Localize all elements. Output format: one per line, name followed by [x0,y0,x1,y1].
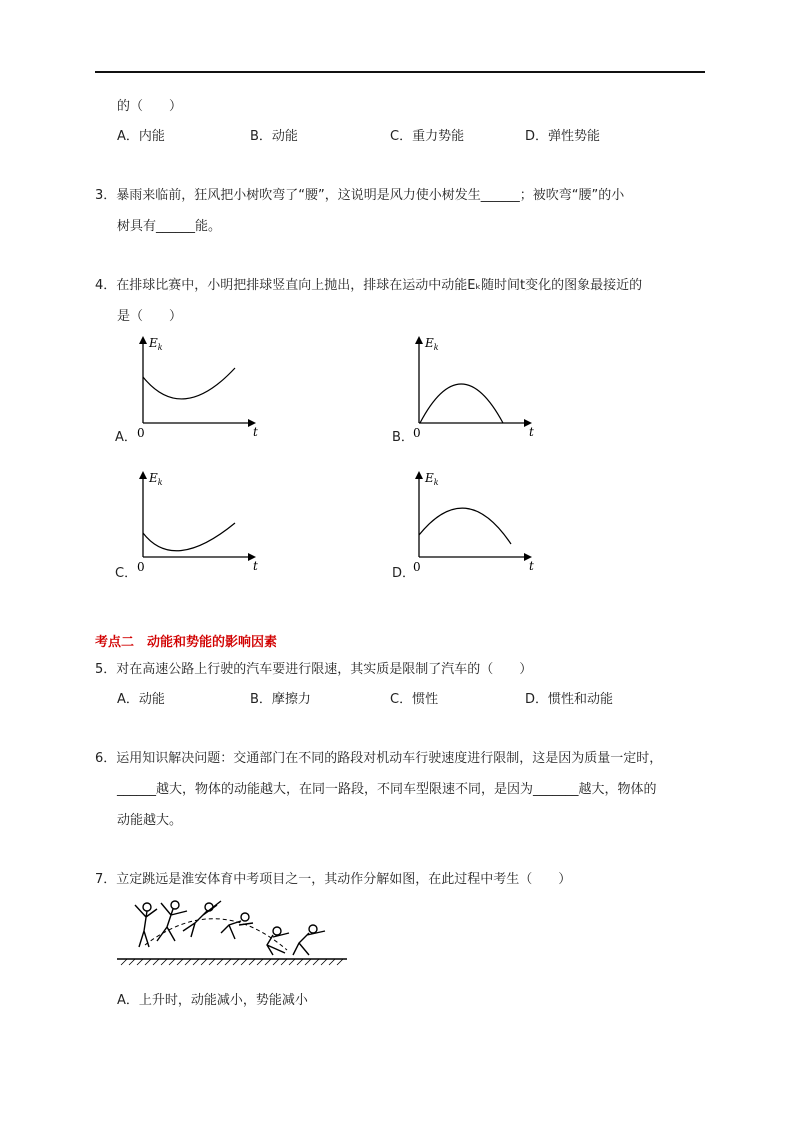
q7-line1: 7．立定跳远是淮安体育中考项目之一，其动作分解如图，在此过程中考生（ ） [95,872,572,887]
graph-c [132,465,264,575]
graph-d-label: D． [392,566,416,581]
svg-text:0: 0 [413,560,421,574]
svg-text:0: 0 [413,426,421,440]
svg-text:t: t [529,425,534,439]
q4-line2: 是（ ） [117,309,183,324]
q5-option-b: B．摩擦力 [250,692,311,707]
graph-a [132,330,264,440]
q5-line1: 5．对在高速公路上行驶的汽车要进行限速，其实质是限制了汽车的（ ） [95,662,533,677]
q2-tail: 的（ ） [117,99,183,114]
svg-text:t: t [253,425,258,439]
q5-option-c: C．惯性 [390,692,439,707]
header-rule [95,71,705,73]
graph-a-label: A． [115,430,137,445]
long-jump-figure [117,895,347,967]
graph-b-label: B． [392,430,414,445]
q5-option-d: D．惯性和动能 [525,692,614,707]
graph-b [408,330,540,440]
svg-text:Ek: $E_k$ [425,336,439,352]
svg-text:0: 0 [137,426,145,440]
q5-option-a: A．动能 [117,692,165,707]
svg-text:t: t [253,559,258,573]
svg-text:Ek: $E_k$ [425,471,439,487]
q2-option-d: D．弹性势能 [525,129,601,144]
q6-line1: 6．运用知识解决问题：交通部门在不同的路段对机动车行驶速度进行限制，这是因为质量一定时， [95,751,663,766]
svg-text:t: t [529,559,534,573]
graph-d [408,465,540,575]
section-title: 考点二 动能和势能的影响因素 [95,635,278,650]
q7-option-a: A．上升时，动能减小，势能减小 [117,993,308,1008]
svg-text:Ek: $E_k$ [149,336,163,352]
q3-line1: 3．暴雨来临前，狂风把小树吹弯了“腰”，这说明是风力使小树发生______；被吹弯“腰”的小 [95,188,625,203]
graph-c-label: C． [115,566,138,581]
svg-text:Ek: $E_k$ [149,471,163,487]
q2-option-b: B．动能 [250,129,298,144]
q3-line2: 树具有______能。 [117,219,222,234]
q6-line2: ______越大，物体的动能越大，在同一路段，不同车型限速不同，是因为_______越大，物体的 [117,782,657,797]
svg-text:0: 0 [137,560,145,574]
q4-line1: 4．在排球比赛中，小明把排球竖直向上抛出，排球在运动中动能Eₖ随时间t变化的图象最接近的 [95,278,643,293]
q6-line3: 动能越大。 [117,813,183,828]
q2-option-a: A．内能 [117,129,165,144]
q2-option-c: C．重力势能 [390,129,465,144]
